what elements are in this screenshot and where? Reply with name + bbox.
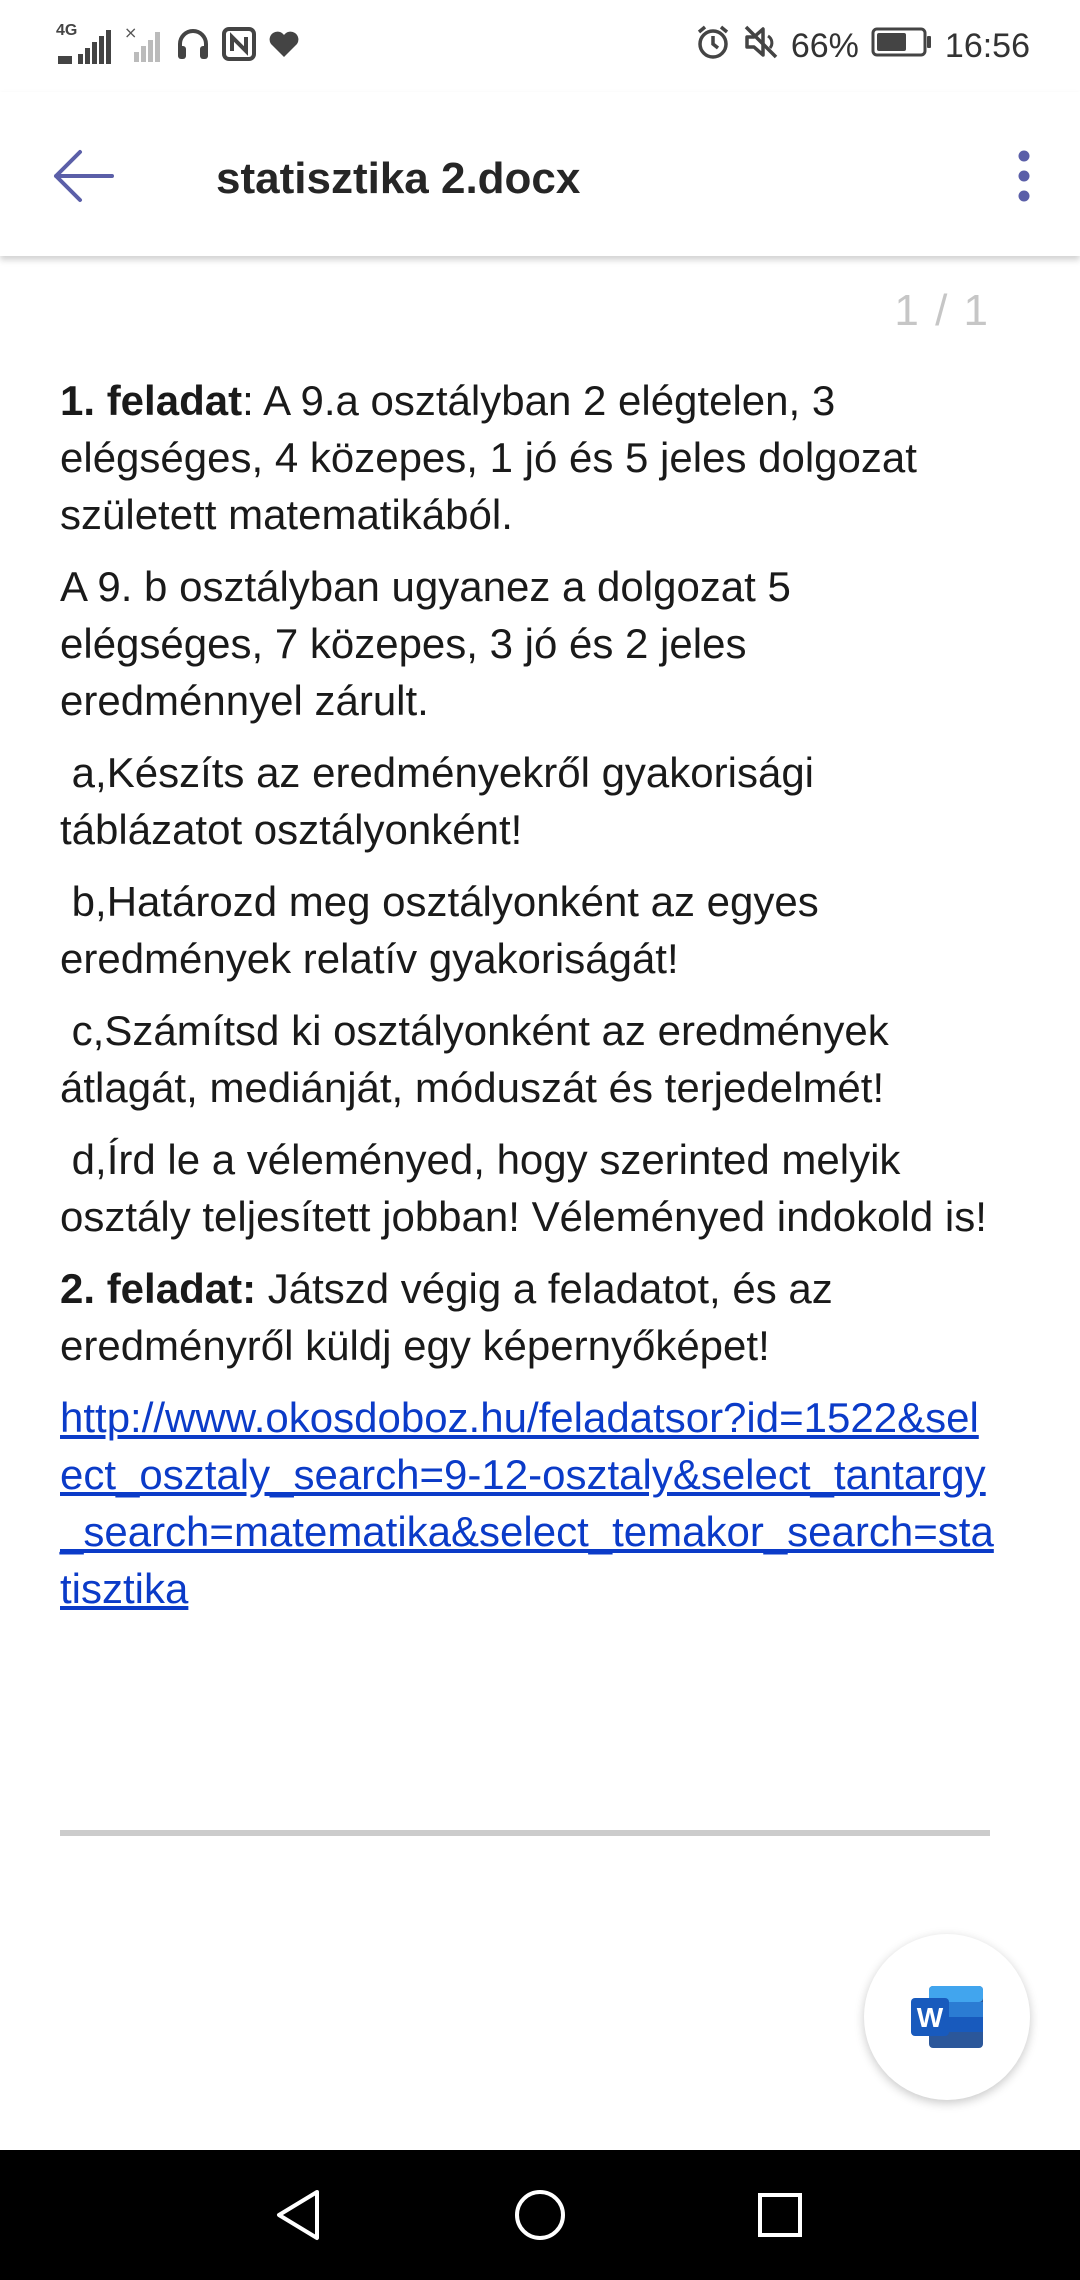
- home-circle-icon: [512, 2187, 568, 2243]
- document-body: [60, 372, 1000, 1632]
- svg-text:×: ×: [124, 23, 138, 42]
- task2-text: Játszd végig a feladatot, és az eredményről küldj egy képernyőképet!: [60, 1265, 833, 1369]
- signal-icon: [56, 22, 112, 66]
- heart-icon: [268, 29, 300, 64]
- word-letter: W: [916, 2002, 944, 2033]
- nfc-icon: [222, 27, 256, 66]
- navigation-bar: [0, 2150, 1080, 2280]
- task1-text: : A 9.a osztályban 2 elégtelen, 3 elégséges, 4 közepes, 1 jó és 5 jeles dolgozat született matematikából.: [60, 377, 917, 538]
- headphones-icon: [176, 27, 210, 66]
- document-viewer[interactable]: [0, 256, 1080, 2150]
- network-label: 4G: [56, 22, 78, 39]
- item-a-paragraph: a,Készíts az eredményekről gyakorisági táblázatot osztályonként!: [60, 749, 826, 853]
- page-indicator: 1 / 1: [894, 286, 990, 335]
- task1-paragraph: [60, 372, 1000, 543]
- nav-home-button[interactable]: [500, 2180, 580, 2250]
- back-triangle-icon: [273, 2188, 323, 2242]
- battery-icon: [871, 27, 933, 66]
- clock: 16:56: [944, 26, 1030, 65]
- app-bar: [0, 92, 1080, 256]
- back-button[interactable]: [40, 136, 126, 216]
- nav-recents-button[interactable]: [740, 2180, 820, 2250]
- battery-percent: 66%: [790, 26, 859, 65]
- item-d-text: d,Írd le a véleményed, hogy szerinted melyik osztály teljesített jobban! Véleményed indokold is!: [60, 1136, 987, 1240]
- class-9b-paragraph: A 9. b osztályban ugyanez a dolgozat 5 elégséges, 7 közepes, 3 jó és 2 jeles eredménnyel zárult.: [60, 563, 791, 724]
- arrow-left-icon: [50, 148, 116, 204]
- word-icon: [909, 1984, 985, 2050]
- task1-label: 1. feladat: [60, 377, 243, 424]
- link-paragraph: [60, 1389, 1000, 1617]
- nav-back-button[interactable]: [258, 2180, 338, 2250]
- task2-label: 2. feladat:: [60, 1265, 257, 1312]
- item-d-paragraph: [60, 1131, 1000, 1245]
- more-options-button[interactable]: [994, 136, 1054, 216]
- item-c-paragraph: c,Számítsd ki osztályonként az eredmények átlagát, mediánját, móduszát és terjedelmét!: [60, 1007, 901, 1111]
- document-title: statisztika 2.docx: [216, 154, 581, 203]
- item-b-paragraph: b,Határozd meg osztályonként az egyes eredmények relatív gyakoriságát!: [60, 878, 831, 982]
- no-signal-icon: [124, 24, 164, 69]
- status-bar: [0, 0, 1080, 92]
- open-in-word-button[interactable]: [864, 1934, 1030, 2100]
- task2-paragraph: [60, 1260, 1000, 1374]
- okosdoboz-link[interactable]: http://www.okosdoboz.hu/feladatsor?id=1522&select_osztaly_search=9-12-osztaly&select_tantargy_search=matematika&select_temakor_search=statisztika: [60, 1394, 994, 1612]
- page-end-divider: [60, 1830, 990, 1836]
- mute-icon: [743, 24, 779, 69]
- recents-square-icon: [755, 2190, 805, 2240]
- status-left: [56, 22, 300, 70]
- more-vertical-icon: [1016, 150, 1032, 202]
- status-right: [695, 22, 1030, 70]
- alarm-icon: [695, 24, 731, 69]
